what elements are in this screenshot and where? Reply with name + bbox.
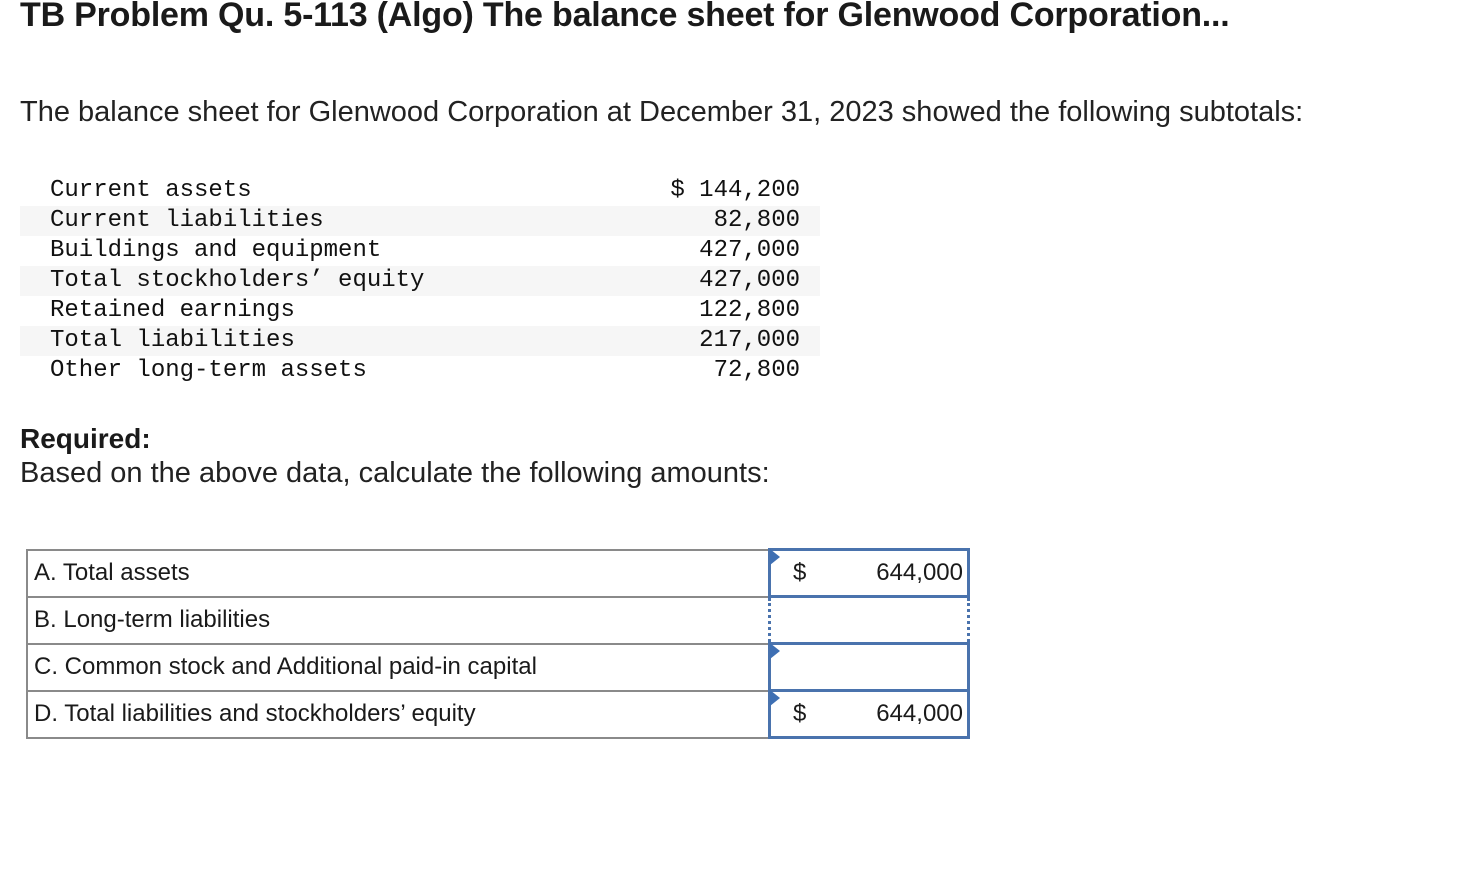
subtotal-amount: 82,800 (604, 206, 820, 236)
subtotal-amount: 427,000 (604, 266, 820, 296)
answer-table (26, 548, 970, 739)
required-text: Based on the above data, calculate the following amounts: (20, 457, 770, 489)
subtotal-amount: $ 144,200 (670, 177, 800, 204)
answer-value: 644,000 (876, 700, 963, 727)
answer-row-total-assets (27, 550, 969, 597)
common-stock-input[interactable] (770, 644, 969, 691)
subtotal-label: Other long-term assets (50, 357, 367, 384)
answer-row-common-stock (27, 644, 969, 691)
answer-row-total-liabilities-equity (27, 691, 969, 738)
currency-symbol: $ (793, 700, 807, 727)
subtotals-table (20, 176, 820, 386)
table-row (20, 236, 820, 266)
required-heading: Required: (20, 423, 151, 454)
flag-marker-icon (770, 549, 780, 565)
page-title: TB Problem Qu. 5-113 (Algo) The balance sheet for Glenwood Corporation... (20, 0, 1230, 34)
table-row (20, 296, 820, 326)
subtotal-label: Total liabilities (20, 326, 604, 356)
table-row (20, 206, 820, 236)
flag-marker-icon (770, 643, 780, 659)
subtotal-amount: 427,000 (699, 237, 800, 264)
subtotal-amount: 72,800 (713, 357, 800, 384)
table-row (20, 326, 820, 356)
intro-text: The balance sheet for Glenwood Corporation at December 31, 2023 showed the following subtotals: (20, 96, 1304, 128)
total-assets-input[interactable] (770, 550, 969, 597)
subtotal-label: Total stockholders’ equity (20, 266, 604, 296)
long-term-liabilities-input[interactable] (770, 597, 969, 644)
answer-row-long-term-liabilities (27, 597, 969, 644)
subtotal-label: Current liabilities (20, 206, 604, 236)
currency-symbol: $ (793, 559, 807, 586)
answer-label: D. Total liabilities and stockholders’ equity (27, 691, 770, 738)
subtotal-amount: 122,800 (699, 297, 800, 324)
table-row (20, 176, 820, 206)
answer-label: A. Total assets (27, 550, 770, 597)
answer-label: C. Common stock and Additional paid-in capital (27, 644, 770, 691)
subtotal-label: Buildings and equipment (50, 237, 382, 264)
subtotal-label: Current assets (50, 177, 252, 204)
table-row (20, 356, 820, 386)
answer-label: B. Long-term liabilities (27, 597, 770, 644)
subtotal-label: Retained earnings (50, 297, 295, 324)
total-liabilities-equity-input[interactable] (770, 691, 969, 738)
answer-value: 644,000 (876, 559, 963, 586)
table-row (20, 266, 820, 296)
subtotal-amount: 217,000 (604, 326, 820, 356)
flag-marker-icon (770, 690, 780, 706)
